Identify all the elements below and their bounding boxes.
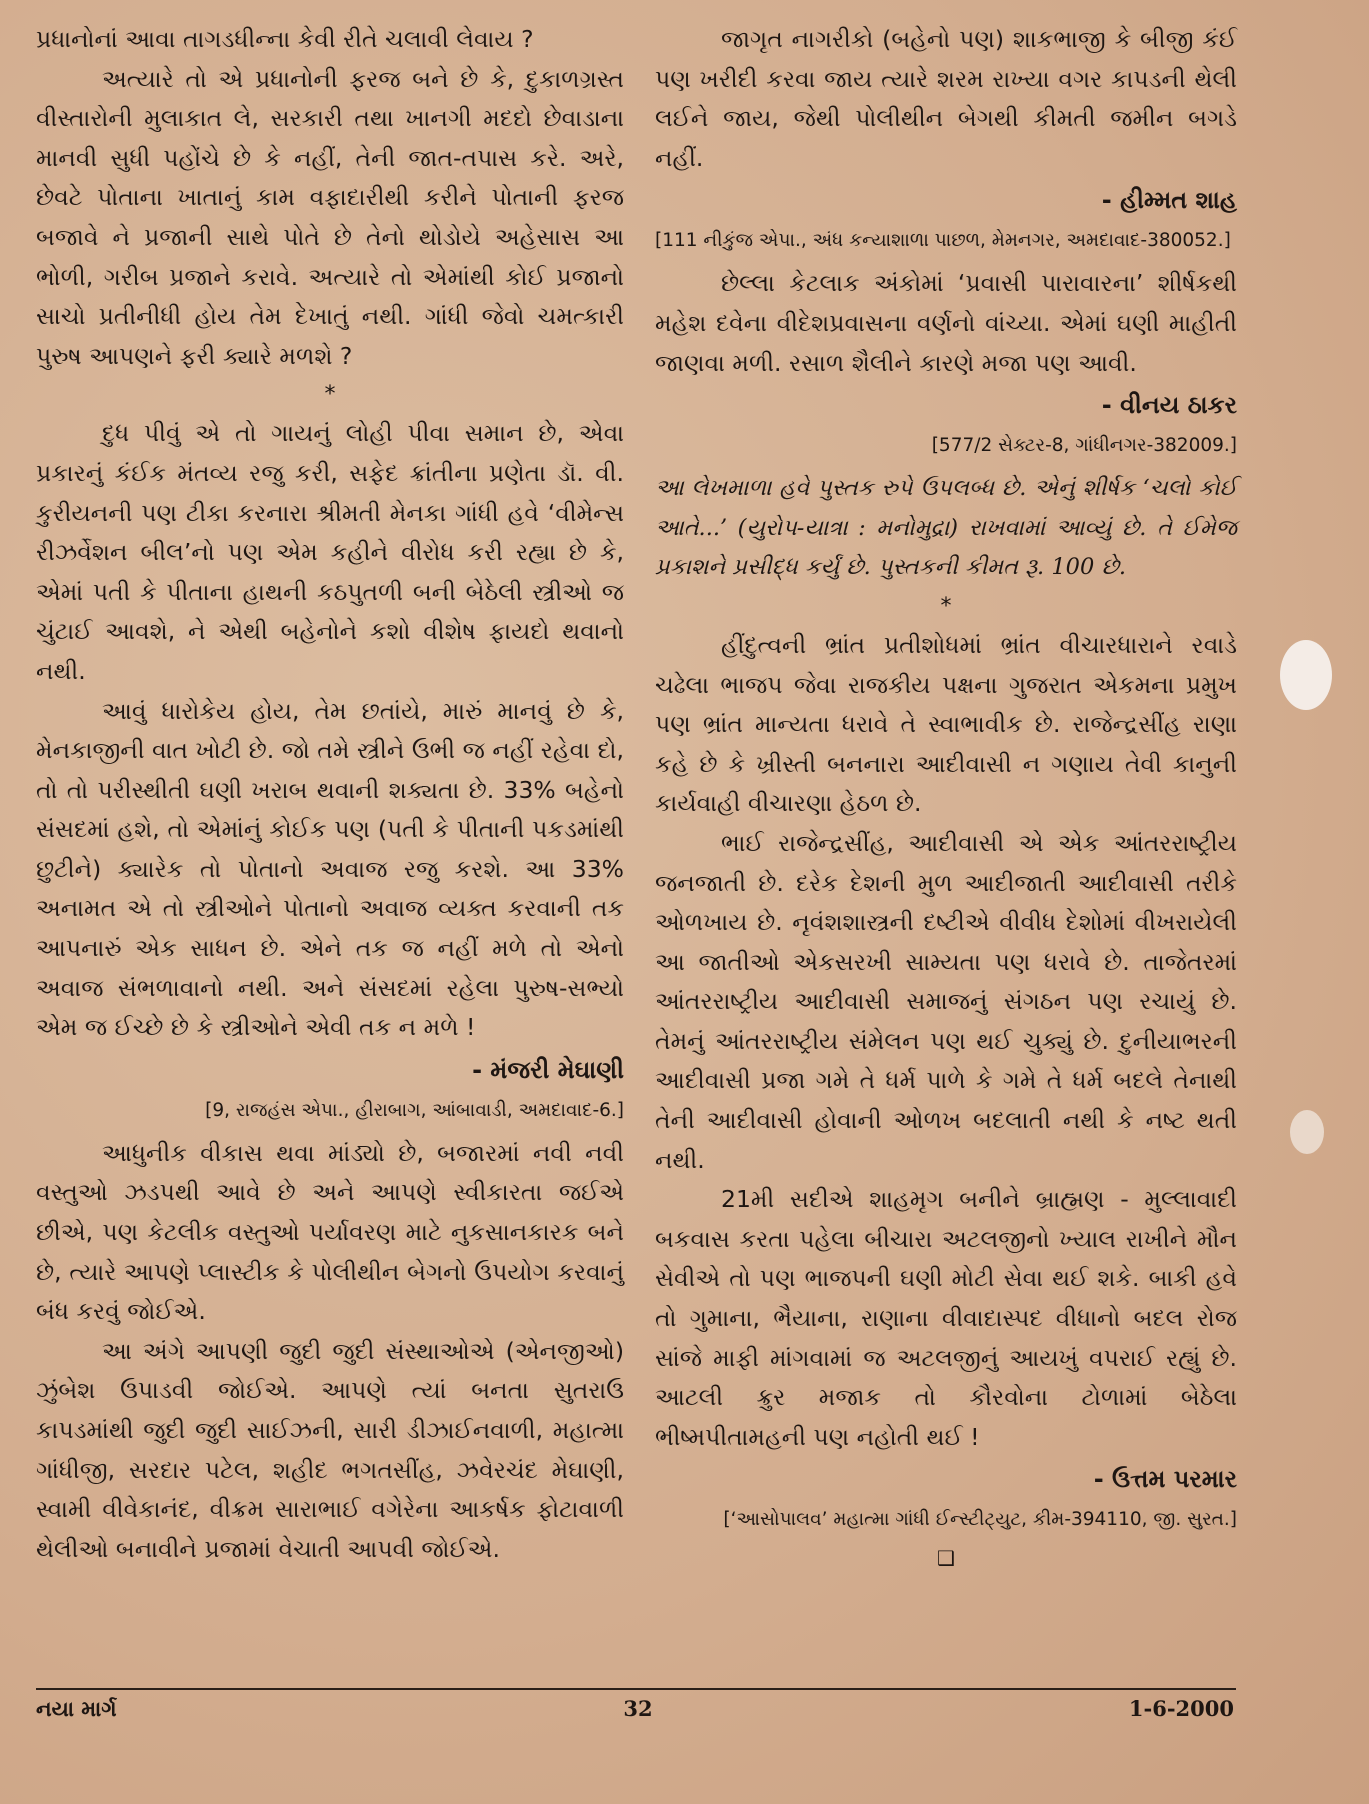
author-signature: - હીમ્મત શાહ [1101,186,1237,215]
editor-note: આ લેખમાળા હવે પુસ્તક રુપે ઉપલબ્ધ છે. એનું શીર્ષક ‘ચલો કોઈ આતે...’ (યુરોપ-યાત્રા : મનોમુદ્રા) રાખવામાં આવ્યું છે. તે ઈમેજ પ્રકાશને પ્રસીદ્ધ કર્યું છે. પુસ્તકની કીમત રૂ. 100 છે. [655,475,1237,581]
left-paragraph-5: આધુનીક વીકાસ થવા માંડ્યો છે, બજારમાં નવી નવી વસ્તુઓ ઝડપથી આવે છે અને આપણે સ્વીકારતા જઈએ છીએ, પણ કેટલીક વસ્તુઓ પર્યાવરણ માટે નુકસાનકારક બને છે, ત્યારે આપણે પ્લાસ્ટીક કે પોલીથીન બેગનો ઉપયોગ કરવાનું બંધ કરવું જોઈએ. [36,1138,624,1326]
author-address: [‘આસોપાલવ’ મહાત્મા ગાંધી ઈન્સ્ટીટ્યુટ, કીમ-394110, જી. સુરત.] [723,1509,1237,1531]
author-address: [111 નીકુંજ એપા., અંધ કન્યાશાળા પાછળ, મેમનગર, અમદાવાદ-380052.] [655,230,1231,252]
right-paragraph-3: હીંદુત્વની ભ્રાંત પ્રતીશોધમાં ભ્રાંત વીચારધારાને રવાડે ચઢેલા ભાજપ જેવા રાજકીય પક્ષના ગુજરાત એકમના પ્રમુખ પણ ભ્રાંત માન્યતા ધરાવે તે સ્વાભાવીક છે. રાજેન્દ્રસીંહ રાણા કહે છે કે ખ્રીસ્તી બનનારા આદીવાસી ન ગણાય તેવી કાનુની કાર્યવાહી વીચારણા હેઠળ છે. [655,630,1237,818]
punch-hole-icon [1290,1110,1324,1154]
left-paragraph-3: દુધ પીવું એ તો ગાયનું લોહી પીવા સમાન છે, એવા પ્રકારનું કંઈક મંતવ્ય રજુ કરી, સફેદ ક્રાંતીના પ્રણેતા ડૉ. વી. કુરીયનની પણ ટીકા કરનારા શ્રીમતી મેનકા ગાંધી હવે ‘વીમેન્સ રીઝર્વેશન બીલ’નો પણ એમ કહીને વીરોધ કરી રહ્યા છે કે, એમાં પતી કે પીતાના હાથની કઠપુતળી બની બેઠેલી સ્ત્રીઓ જ ચુંટાઈ આવશે, ને એથી બહેનોને કશો વીશેષ ફાયદો થવાનો નથી. [36,419,624,685]
right-paragraph-5: 21મી સદીએ શાહમૃગ બનીને બ્રાહ્મણ - મુલ્લાવાદી બકવાસ કરતા પહેલા બીચારા અટલજીનો ખ્યાલ રાખીને મૌન સેવીએ તો પણ ભાજપની ઘણી મોટી સેવા થઈ શકે. બાકી હવે તો ગુમાના, ભૈયાના, રાણાના વીવાદાસ્પદ વીધાનો બદલ રોજ સાંજે માફી માંગવામાં જ અટલજીનું આયખું વપરાઈ રહ્યું છે. આટલી ક્રુર મજાક તો કૌરવોના ટોળામાં બેઠેલા ભીષ્મપીતામહની પણ નહોતી થઈ ! [655,1185,1237,1451]
right-column [655,20,1237,1573]
left-column [36,20,624,1569]
end-mark-icon: ❑ [937,1546,955,1571]
left-paragraph-1: પ્રધાનોનાં આવા તાગડધીન્ના કેવી રીતે ચલાવી લેવાય ? [36,25,534,53]
left-paragraph-6: આ અંગે આપણી જુદી જુદી સંસ્થાઓએ (એનજીઓ) ઝુંબેશ ઉપાડવી જોઈએ. આપણે ત્યાં બનતા સુતરાઉ કાપડમાંથી જુદી જુદી સાઈઝની, સારી ડીઝાઈનવાળી, મહાત્મા ગાંધીજી, સરદાર પટેલ, શહીદ ભગતસીંહ, ઝવેરચંદ મેઘાણી, સ્વામી વીવેકાનંદ, વીક્રમ સારાભાઈ વગેરેના આકર્ષક ફોટાવાળી થેલીઓ બનાવીને પ્રજામાં વેચાતી આપવી જોઈએ. [36,1336,624,1563]
right-paragraph-2: છેલ્લા કેટલાક અંકોમાં ‘પ્રવાસી પારાવારના’ શીર્ષકથી મહેશ દવેના વીદેશપ્રવાસના વર્ણનો વાંચ્યા. એમાં ઘણી માહીતી જાણવા મળી. રસાળ શૈલીને કારણે મજા પણ આવી. [655,269,1237,377]
footer-date: 1-6-2000 [1128,1696,1234,1721]
punch-hole-icon [1280,640,1332,710]
left-paragraph-4: આવું ધારોકેય હોય, તેમ છતાંયે, મારું માનવું છે કે, મેનકાજીની વાત ખોટી છે. જો તમે સ્ત્રીને ઉભી જ નહીં રહેવા દો, તો તો પરીસ્થીતી ઘણી ખરાબ થવાની શક્યતા છે. 33% બહેનો સંસદમાં હશે, તો એમાંનું કોઈક પણ (પતી કે પીતાની પકડમાંથી છુટીને) ક્યારેક તો પોતાનો અવાજ રજુ કરશે. આ 33% અનામત એ તો સ્ત્રીઓને પોતાનો અવાજ વ્યક્ત કરવાની તક આપનારું એક સાધન છે. એને તક જ નહીં મળે તો એનો અવાજ સંભળાવાનો નથી. અને સંસદમાં રહેલા પુરુષ-સભ્યો એમ જ ઈચ્છે છે કે સ્ત્રીઓને એવી તક ન મળે ! [36,696,624,1042]
left-paragraph-2: અત્યારે તો એ પ્રધાનોની ફરજ બને છે કે, દુકાળગ્રસ્ત વીસ્તારોની મુલાકાત લે, સરકારી તથા ખાનગી મદદો છેવાડાના માનવી સુધી પહોંચે છે કે નહીં, તેની જાત-તપાસ કરે. અરે, છેવટે પોતાના ખાતાનું કામ વફાદારીથી કરીને પોતાની ફરજ બજાવે ને પ્રજાની સાથે પોતે છે તેનો થોડોયે અહેસાસ આ ભોળી, ગરીબ પ્રજાને કરાવે. અત્યારે તો એમાંથી કોઈ પ્રજાનો સાચો પ્રતીનીધી હોય તેમ દેખાતું નથી. ગાંધી જેવો ચમત્કારી પુરુષ આપણને ફરી ક્યારે મળશે ? [36,64,624,370]
author-signature: - વીનય ઠાકર [1101,391,1237,420]
footer-magazine-name: નયા માર્ગ [36,1696,117,1721]
author-address: [9, રાજહંસ એપા., હીરાબાગ, આંબાવાડી, અમદાવાદ-6.] [205,1099,624,1121]
author-address: [577/2 સેક્ટર-8, ગાંધીનગર-382009.] [931,435,1237,457]
right-paragraph-1: જાગૃત નાગરીકો (બહેનો પણ) શાકભાજી કે બીજી કંઈ પણ ખરીદી કરવા જાય ત્યારે શરમ રાખ્યા વગર કાપડની થેલી લઈને જાય, જેથી પોલીથીન બેગથી કીમતી જમીન બગડે નહીં. [655,25,1237,172]
footer-page-number: 32 [623,1696,653,1721]
author-signature: - મંજરી મેઘાણી [472,1055,624,1084]
section-separator: * [940,593,952,619]
author-signature: - ઉત્તમ પરમાર [1093,1465,1237,1494]
section-separator: * [324,382,336,408]
right-paragraph-4: ભાઈ રાજેન્દ્રસીંહ, આદીવાસી એ એક આંતરરાષ્ટ્રીય જનજાતી છે. દરેક દેશની મુળ આદીજાતી આદીવાસી તરીકે ઓળખાય છે. નૃવંશશાસ્ત્રની દષ્ટીએ વીવીધ દેશોમાં વીખરાયેલી આ જાતીઓ એકસરખી સામ્યતા પણ ધરાવે છે. તાજેતરમાં આંતરરાષ્ટ્રીય આદીવાસી સમાજનું સંગઠન પણ રચાયું છે. તેમનું આંતરરાષ્ટ્રીય સંમેલન પણ થઈ ચુક્યું છે. દુનીયાભરની આદીવાસી પ્રજા ગમે તે ધર્મ પાળે કે ગમે તે ધર્મ બદલે તેનાથી તેની આદીવાસી હોવાની ઓળખ બદલાતી નથી કે નષ્ટ થતી નથી. [655,828,1237,1174]
footer-rule [36,1688,1236,1690]
